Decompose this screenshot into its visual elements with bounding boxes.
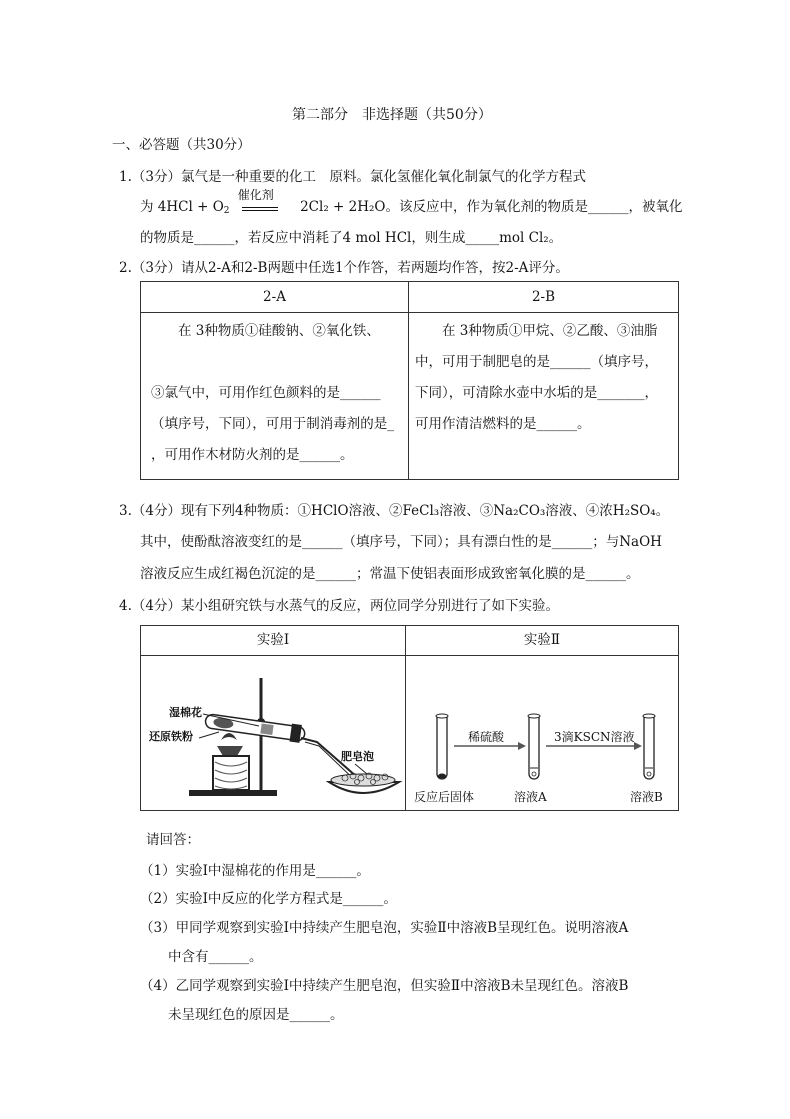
cotton: [260, 723, 273, 735]
q4-sub3-line1: （3）甲同学观察到实验Ⅰ中持续产生肥皂泡，实验Ⅱ中溶液B呈现红色。说明溶液A: [140, 920, 629, 936]
q2-right-line: 可用作清洁燃料的是______。: [415, 416, 591, 432]
catalyst-label: 催化剂: [237, 187, 274, 202]
label-solution-a: 溶液A: [514, 790, 547, 804]
test-tube: [204, 712, 306, 744]
q1-line1: 1.（3分）氯气是一种重要的化工 原料。氯化氢催化氧化制氯气的化学方程式: [119, 169, 586, 185]
tube-solution-a: [528, 714, 540, 779]
q3-line3: 溶液反应生成红褐色沉淀的是______；常温下使铝表面形成致密氧化膜的是______。: [140, 566, 640, 582]
catalyst-arrow: [237, 187, 288, 215]
q2-left-line: [151, 347, 402, 378]
label-post-reaction-solid: 反应后固体: [414, 790, 475, 804]
q1-equation-right: 2Cl₂ + 2H₂O。该反应中，作为氧化剂的物质是______，被氧化: [300, 199, 683, 215]
tube-solution-b: [643, 714, 655, 779]
label-wet-cotton: 湿棉花: [169, 706, 202, 719]
q2-right-line: 在 3种物质①甲烷、②乙酸、③油脂: [415, 323, 658, 339]
q2-right-line: 下同），可清除水壶中水垢的是_______，: [415, 385, 658, 401]
q4-intro: 4.（4分）某小组研究铁与水蒸气的反应，两位同学分别进行了如下实验。: [119, 598, 559, 614]
exp1-figure-cell: [141, 656, 406, 811]
q2-table: [140, 281, 679, 480]
section-title: 第二部分 非选择题（共50分）: [292, 107, 492, 123]
q4-sub2: （2）实验Ⅰ中反应的化学方程式是______。: [140, 891, 397, 907]
q2-right-cell: [409, 313, 679, 480]
o2-subscript: 2: [223, 206, 230, 216]
q2-left-line: （填序号，下同），可用于制消毒剂的是_: [151, 416, 394, 432]
q4-sub3-line2: 中含有______。: [168, 949, 263, 965]
part-one-heading: 一、必答题（共30分）: [112, 137, 251, 153]
burner-body: [213, 756, 249, 790]
tube-solid: [436, 714, 448, 779]
q2-left-line: 在 3种物质①硅酸钠、②氧化铁、: [151, 323, 380, 339]
exp2-header: 实验Ⅱ: [406, 626, 679, 656]
q2-intro: 2.（3分）请从2-A和2-B两题中任选1个作答，若两题均作答，按2-A评分。: [119, 260, 569, 276]
q2-left-cell: [141, 313, 409, 480]
label-solution-b: 溶液B: [630, 790, 663, 804]
flame: [221, 733, 237, 740]
q1-line3: 的物质是______，若反应中消耗了4 mol HCl，则生成_____mol Cl₂。: [140, 230, 563, 246]
q4-sub4-line2: 未呈现红色的原因是______。: [168, 1007, 344, 1023]
q1-line2: [140, 187, 683, 216]
q3-line1: 3.（4分）现有下列4种物质：①HClO溶液、②FeCl₃溶液、③Na₂CO₃溶液、④浓H₂SO₄。: [119, 503, 670, 519]
q4-sub1: （1）实验Ⅰ中湿棉花的作用是______。: [140, 863, 370, 879]
q2-right-header: 2-B: [409, 282, 679, 313]
q2-left-header: 2-A: [141, 282, 409, 313]
q2-left-line: ，可用作木材防火剂的是______。: [151, 447, 354, 463]
q4-experiment-table: [140, 625, 679, 811]
exp1-header: 实验Ⅰ: [141, 626, 406, 656]
q2-right-line: 中，可用于制肥皂的是______（填序号，: [415, 354, 658, 370]
q1-equation-left: 为 4HCl + O: [140, 199, 224, 215]
label-kscn: 3滴KSCN溶液: [554, 730, 635, 744]
q3-line2: 其中，使酚酞溶液变红的是______（填序号，下同）；具有漂白性的是______；与NaOH: [140, 534, 662, 550]
label-dilute-acid: 稀硫酸: [468, 730, 505, 744]
exp2-diagram: [406, 656, 679, 810]
q2-left-line: ③氯气中，可用作红色颜料的是______: [151, 385, 381, 401]
exp2-figure-cell: [406, 656, 679, 811]
label-soap-bubbles: 肥皂泡: [341, 750, 374, 763]
please-answer: 请回答：: [146, 832, 200, 848]
q4-sub4-line1: （4）乙同学观察到实验Ⅰ中持续产生肥皂泡，但实验Ⅱ中溶液B未呈现红色。溶液B: [140, 978, 629, 994]
label-iron-powder: 还原铁粉: [149, 730, 193, 743]
